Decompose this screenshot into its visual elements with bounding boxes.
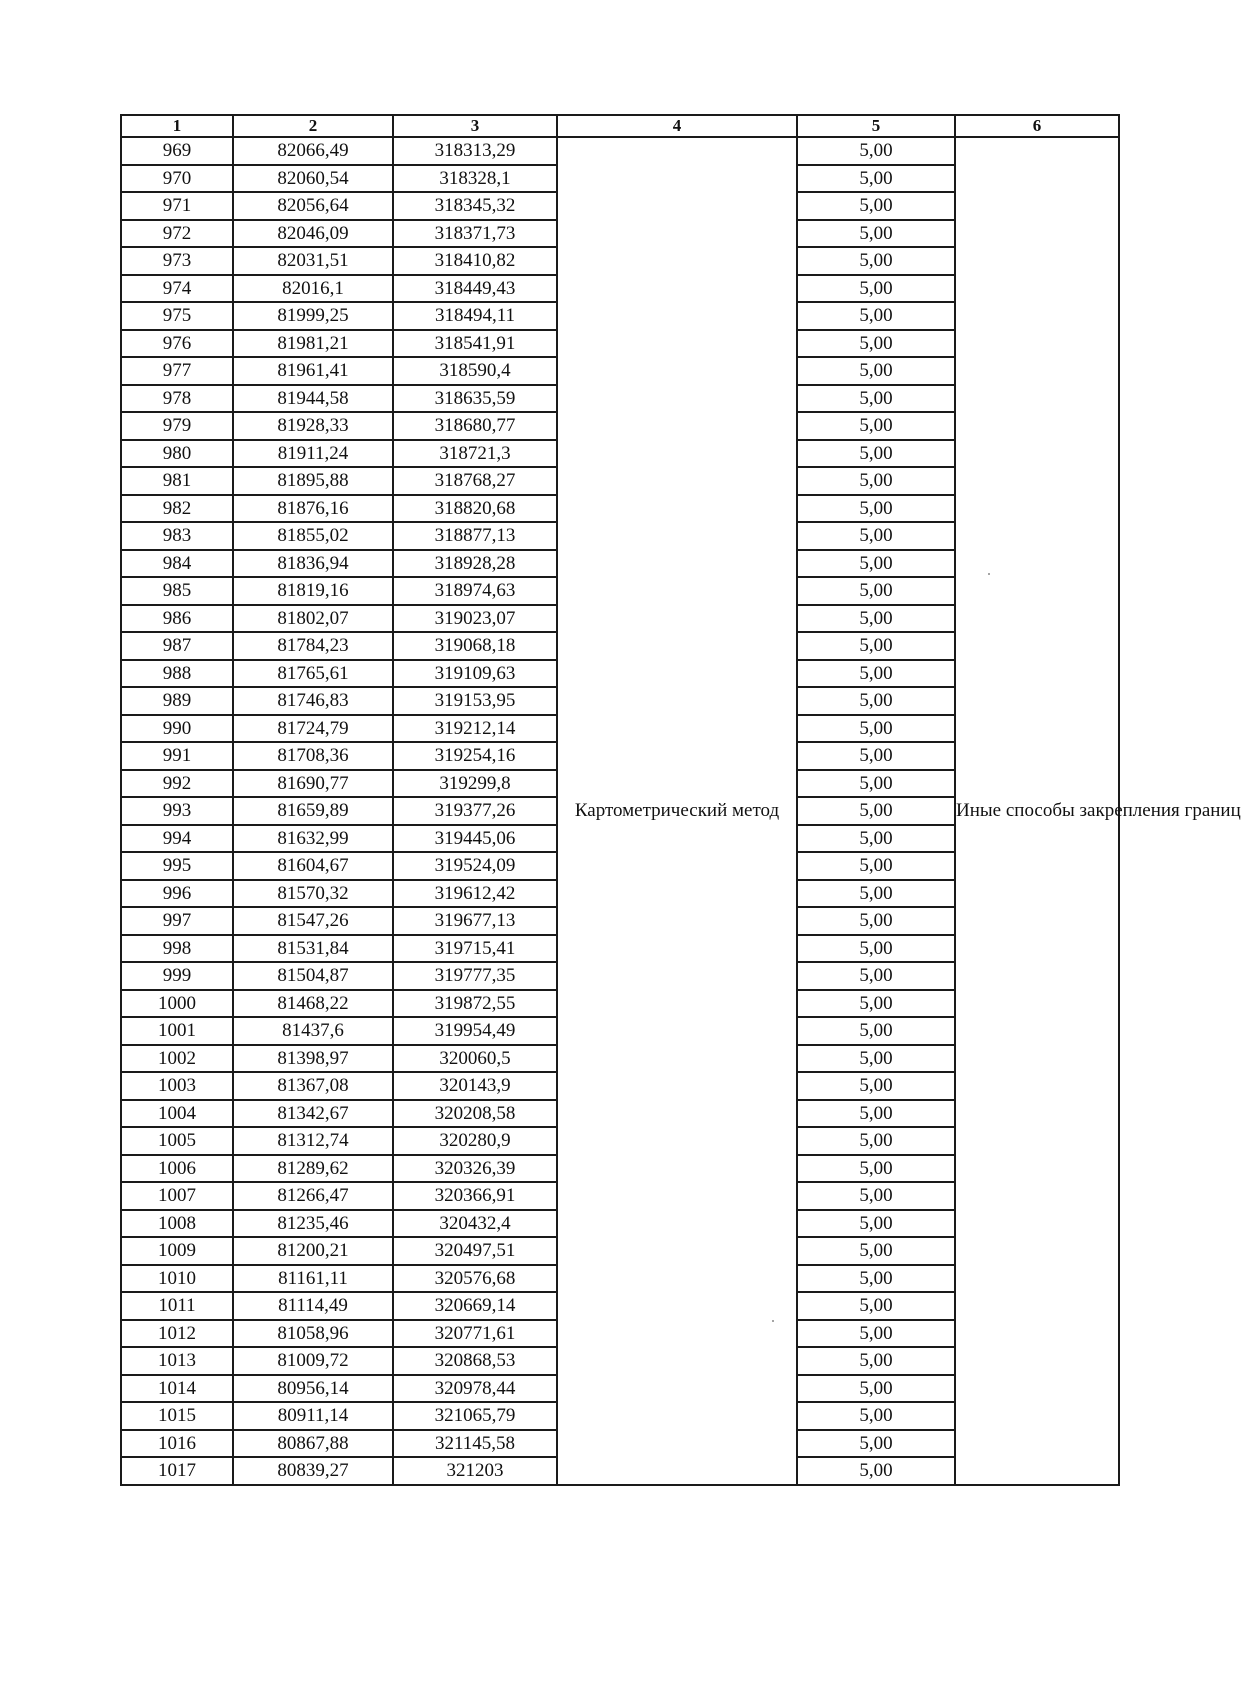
point-number-cell: 997 <box>121 907 233 935</box>
x-coordinate-cell: 81999,25 <box>233 302 393 330</box>
accuracy-cell: 5,00 <box>797 632 955 660</box>
accuracy-cell: 5,00 <box>797 330 955 358</box>
y-coordinate-cell: 320669,14 <box>393 1292 557 1320</box>
point-number-cell: 1012 <box>121 1320 233 1348</box>
y-coordinate-cell: 319023,07 <box>393 605 557 633</box>
accuracy-cell: 5,00 <box>797 275 955 303</box>
point-number-cell: 998 <box>121 935 233 963</box>
accuracy-cell: 5,00 <box>797 605 955 633</box>
header-row <box>121 115 1119 137</box>
point-number-cell: 977 <box>121 357 233 385</box>
y-coordinate-cell: 320978,44 <box>393 1375 557 1403</box>
accuracy-cell: 5,00 <box>797 577 955 605</box>
point-number-cell: 982 <box>121 495 233 523</box>
x-coordinate-cell: 81289,62 <box>233 1155 393 1183</box>
point-number-cell: 1013 <box>121 1347 233 1375</box>
x-coordinate-cell: 81895,88 <box>233 467 393 495</box>
x-coordinate-cell: 82016,1 <box>233 275 393 303</box>
accuracy-cell: 5,00 <box>797 1210 955 1238</box>
y-coordinate-cell: 318768,27 <box>393 467 557 495</box>
accuracy-cell: 5,00 <box>797 1402 955 1430</box>
header-col-6: 6 <box>955 115 1119 137</box>
x-coordinate-cell: 81531,84 <box>233 935 393 963</box>
x-coordinate-cell: 81547,26 <box>233 907 393 935</box>
point-number-cell: 1001 <box>121 1017 233 1045</box>
y-coordinate-cell: 321203 <box>393 1457 557 1485</box>
y-coordinate-cell: 318371,73 <box>393 220 557 248</box>
scan-speck <box>772 1320 774 1322</box>
header-col-2: 2 <box>233 115 393 137</box>
y-coordinate-cell: 319153,95 <box>393 687 557 715</box>
y-coordinate-cell: 319715,41 <box>393 935 557 963</box>
accuracy-cell: 5,00 <box>797 192 955 220</box>
point-number-cell: 974 <box>121 275 233 303</box>
point-number-cell: 994 <box>121 825 233 853</box>
y-coordinate-cell: 319612,42 <box>393 880 557 908</box>
accuracy-cell: 5,00 <box>797 412 955 440</box>
x-coordinate-cell: 80956,14 <box>233 1375 393 1403</box>
x-coordinate-cell: 81724,79 <box>233 715 393 743</box>
accuracy-cell: 5,00 <box>797 962 955 990</box>
x-coordinate-cell: 81570,32 <box>233 880 393 908</box>
y-coordinate-cell: 320366,91 <box>393 1182 557 1210</box>
x-coordinate-cell: 81398,97 <box>233 1045 393 1073</box>
point-number-cell: 995 <box>121 852 233 880</box>
x-coordinate-cell: 81784,23 <box>233 632 393 660</box>
coordinates-table <box>120 114 1241 1486</box>
method-cell: Картометрический метод <box>557 137 797 1485</box>
point-number-cell: 992 <box>121 770 233 798</box>
point-number-cell: 983 <box>121 522 233 550</box>
y-coordinate-cell: 319872,55 <box>393 990 557 1018</box>
point-number-cell: 1005 <box>121 1127 233 1155</box>
x-coordinate-cell: 81468,22 <box>233 990 393 1018</box>
header-col-5: 5 <box>797 115 955 137</box>
accuracy-cell: 5,00 <box>797 1017 955 1045</box>
point-number-cell: 1014 <box>121 1375 233 1403</box>
point-number-cell: 1006 <box>121 1155 233 1183</box>
y-coordinate-cell: 319109,63 <box>393 660 557 688</box>
point-number-cell: 1000 <box>121 990 233 1018</box>
y-coordinate-cell: 318449,43 <box>393 275 557 303</box>
accuracy-cell: 5,00 <box>797 165 955 193</box>
y-coordinate-cell: 320280,9 <box>393 1127 557 1155</box>
x-coordinate-cell: 82060,54 <box>233 165 393 193</box>
x-coordinate-cell: 81235,46 <box>233 1210 393 1238</box>
point-number-cell: 1007 <box>121 1182 233 1210</box>
y-coordinate-cell: 318345,32 <box>393 192 557 220</box>
table-body <box>121 137 1241 1485</box>
point-number-cell: 1003 <box>121 1072 233 1100</box>
y-coordinate-cell: 319299,8 <box>393 770 557 798</box>
y-coordinate-cell: 320576,68 <box>393 1265 557 1293</box>
accuracy-cell: 5,00 <box>797 742 955 770</box>
point-number-cell: 979 <box>121 412 233 440</box>
y-coordinate-cell: 319777,35 <box>393 962 557 990</box>
point-number-cell: 987 <box>121 632 233 660</box>
accuracy-cell: 5,00 <box>797 1457 955 1485</box>
y-coordinate-cell: 319068,18 <box>393 632 557 660</box>
accuracy-cell: 5,00 <box>797 770 955 798</box>
x-coordinate-cell: 81944,58 <box>233 385 393 413</box>
x-coordinate-cell: 82056,64 <box>233 192 393 220</box>
point-number-cell: 969 <box>121 137 233 165</box>
accuracy-cell: 5,00 <box>797 1292 955 1320</box>
y-coordinate-cell: 319445,06 <box>393 825 557 853</box>
point-number-cell: 1004 <box>121 1100 233 1128</box>
y-coordinate-cell: 319954,49 <box>393 1017 557 1045</box>
x-coordinate-cell: 82031,51 <box>233 247 393 275</box>
accuracy-cell: 5,00 <box>797 687 955 715</box>
x-coordinate-cell: 81312,74 <box>233 1127 393 1155</box>
x-coordinate-cell: 81819,16 <box>233 577 393 605</box>
accuracy-cell: 5,00 <box>797 825 955 853</box>
x-coordinate-cell: 81367,08 <box>233 1072 393 1100</box>
y-coordinate-cell: 318928,28 <box>393 550 557 578</box>
point-number-cell: 988 <box>121 660 233 688</box>
y-coordinate-cell: 319254,16 <box>393 742 557 770</box>
point-number-cell: 984 <box>121 550 233 578</box>
header-col-1: 1 <box>121 115 233 137</box>
accuracy-cell: 5,00 <box>797 1100 955 1128</box>
y-coordinate-cell: 318820,68 <box>393 495 557 523</box>
y-coordinate-cell: 318328,1 <box>393 165 557 193</box>
accuracy-cell: 5,00 <box>797 220 955 248</box>
y-coordinate-cell: 320208,58 <box>393 1100 557 1128</box>
x-coordinate-cell: 82046,09 <box>233 220 393 248</box>
x-coordinate-cell: 81928,33 <box>233 412 393 440</box>
x-coordinate-cell: 81009,72 <box>233 1347 393 1375</box>
y-coordinate-cell: 320060,5 <box>393 1045 557 1073</box>
y-coordinate-cell: 318680,77 <box>393 412 557 440</box>
point-number-cell: 980 <box>121 440 233 468</box>
accuracy-cell: 5,00 <box>797 1237 955 1265</box>
y-coordinate-cell: 320771,61 <box>393 1320 557 1348</box>
x-coordinate-cell: 81746,83 <box>233 687 393 715</box>
accuracy-cell: 5,00 <box>797 137 955 165</box>
y-coordinate-cell: 319677,13 <box>393 907 557 935</box>
x-coordinate-cell: 81632,99 <box>233 825 393 853</box>
x-coordinate-cell: 81114,49 <box>233 1292 393 1320</box>
point-number-cell: 990 <box>121 715 233 743</box>
x-coordinate-cell: 81911,24 <box>233 440 393 468</box>
accuracy-cell: 5,00 <box>797 660 955 688</box>
point-number-cell: 999 <box>121 962 233 990</box>
point-number-cell: 978 <box>121 385 233 413</box>
point-number-cell: 975 <box>121 302 233 330</box>
header-col-3: 3 <box>393 115 557 137</box>
point-number-cell: 1017 <box>121 1457 233 1485</box>
accuracy-cell: 5,00 <box>797 1265 955 1293</box>
point-number-cell: 985 <box>121 577 233 605</box>
accuracy-cell: 5,00 <box>797 1430 955 1458</box>
accuracy-cell: 5,00 <box>797 852 955 880</box>
x-coordinate-cell: 81161,11 <box>233 1265 393 1293</box>
x-coordinate-cell: 81504,87 <box>233 962 393 990</box>
accuracy-cell: 5,00 <box>797 1182 955 1210</box>
y-coordinate-cell: 319524,09 <box>393 852 557 880</box>
x-coordinate-cell: 81708,36 <box>233 742 393 770</box>
accuracy-cell: 5,00 <box>797 1347 955 1375</box>
x-coordinate-cell: 81981,21 <box>233 330 393 358</box>
x-coordinate-cell: 81604,67 <box>233 852 393 880</box>
x-coordinate-cell: 81690,77 <box>233 770 393 798</box>
accuracy-cell: 5,00 <box>797 550 955 578</box>
y-coordinate-cell: 318541,91 <box>393 330 557 358</box>
point-number-cell: 986 <box>121 605 233 633</box>
accuracy-cell: 5,00 <box>797 907 955 935</box>
point-number-cell: 981 <box>121 467 233 495</box>
accuracy-cell: 5,00 <box>797 247 955 275</box>
y-coordinate-cell: 321145,58 <box>393 1430 557 1458</box>
y-coordinate-cell: 319377,26 <box>393 797 557 825</box>
y-coordinate-cell: 319212,14 <box>393 715 557 743</box>
x-coordinate-cell: 81961,41 <box>233 357 393 385</box>
y-coordinate-cell: 320143,9 <box>393 1072 557 1100</box>
point-number-cell: 1015 <box>121 1402 233 1430</box>
x-coordinate-cell: 81058,96 <box>233 1320 393 1348</box>
point-number-cell: 1010 <box>121 1265 233 1293</box>
x-coordinate-cell: 81659,89 <box>233 797 393 825</box>
accuracy-cell: 5,00 <box>797 715 955 743</box>
accuracy-cell: 5,00 <box>797 1320 955 1348</box>
accuracy-cell: 5,00 <box>797 1072 955 1100</box>
y-coordinate-cell: 320432,4 <box>393 1210 557 1238</box>
accuracy-cell: 5,00 <box>797 1375 955 1403</box>
y-coordinate-cell: 318590,4 <box>393 357 557 385</box>
y-coordinate-cell: 318410,82 <box>393 247 557 275</box>
accuracy-cell: 5,00 <box>797 797 955 825</box>
y-coordinate-cell: 318494,11 <box>393 302 557 330</box>
point-number-cell: 1016 <box>121 1430 233 1458</box>
point-number-cell: 971 <box>121 192 233 220</box>
header-col-4: 4 <box>557 115 797 137</box>
x-coordinate-cell: 81855,02 <box>233 522 393 550</box>
accuracy-cell: 5,00 <box>797 1045 955 1073</box>
table-row <box>121 137 1119 165</box>
point-number-cell: 996 <box>121 880 233 908</box>
y-coordinate-cell: 318721,3 <box>393 440 557 468</box>
accuracy-cell: 5,00 <box>797 880 955 908</box>
point-number-cell: 1002 <box>121 1045 233 1073</box>
x-coordinate-cell: 81200,21 <box>233 1237 393 1265</box>
x-coordinate-cell: 81342,67 <box>233 1100 393 1128</box>
x-coordinate-cell: 81437,6 <box>233 1017 393 1045</box>
x-coordinate-cell: 82066,49 <box>233 137 393 165</box>
accuracy-cell: 5,00 <box>797 385 955 413</box>
x-coordinate-cell: 81802,07 <box>233 605 393 633</box>
point-number-cell: 972 <box>121 220 233 248</box>
fixation-cell: Иные способы закрепления границ <box>955 137 1119 1485</box>
point-number-cell: 976 <box>121 330 233 358</box>
point-number-cell: 1011 <box>121 1292 233 1320</box>
x-coordinate-cell: 80839,27 <box>233 1457 393 1485</box>
accuracy-cell: 5,00 <box>797 1127 955 1155</box>
accuracy-cell: 5,00 <box>797 990 955 1018</box>
accuracy-cell: 5,00 <box>797 302 955 330</box>
point-number-cell: 973 <box>121 247 233 275</box>
x-coordinate-cell: 81836,94 <box>233 550 393 578</box>
accuracy-cell: 5,00 <box>797 467 955 495</box>
accuracy-cell: 5,00 <box>797 357 955 385</box>
point-number-cell: 1009 <box>121 1237 233 1265</box>
accuracy-cell: 5,00 <box>797 522 955 550</box>
point-number-cell: 1008 <box>121 1210 233 1238</box>
accuracy-cell: 5,00 <box>797 495 955 523</box>
accuracy-cell: 5,00 <box>797 1155 955 1183</box>
y-coordinate-cell: 318877,13 <box>393 522 557 550</box>
y-coordinate-cell: 318313,29 <box>393 137 557 165</box>
y-coordinate-cell: 320868,53 <box>393 1347 557 1375</box>
point-number-cell: 989 <box>121 687 233 715</box>
y-coordinate-cell: 320497,51 <box>393 1237 557 1265</box>
x-coordinate-cell: 81266,47 <box>233 1182 393 1210</box>
accuracy-cell: 5,00 <box>797 935 955 963</box>
x-coordinate-cell: 81876,16 <box>233 495 393 523</box>
y-coordinate-cell: 318635,59 <box>393 385 557 413</box>
x-coordinate-cell: 80911,14 <box>233 1402 393 1430</box>
point-number-cell: 993 <box>121 797 233 825</box>
table-header <box>121 115 1119 137</box>
accuracy-cell: 5,00 <box>797 440 955 468</box>
x-coordinate-cell: 80867,88 <box>233 1430 393 1458</box>
y-coordinate-cell: 320326,39 <box>393 1155 557 1183</box>
y-coordinate-cell: 321065,79 <box>393 1402 557 1430</box>
point-number-cell: 970 <box>121 165 233 193</box>
x-coordinate-cell: 81765,61 <box>233 660 393 688</box>
point-number-cell: 991 <box>121 742 233 770</box>
y-coordinate-cell: 318974,63 <box>393 577 557 605</box>
scan-speck <box>988 573 990 575</box>
